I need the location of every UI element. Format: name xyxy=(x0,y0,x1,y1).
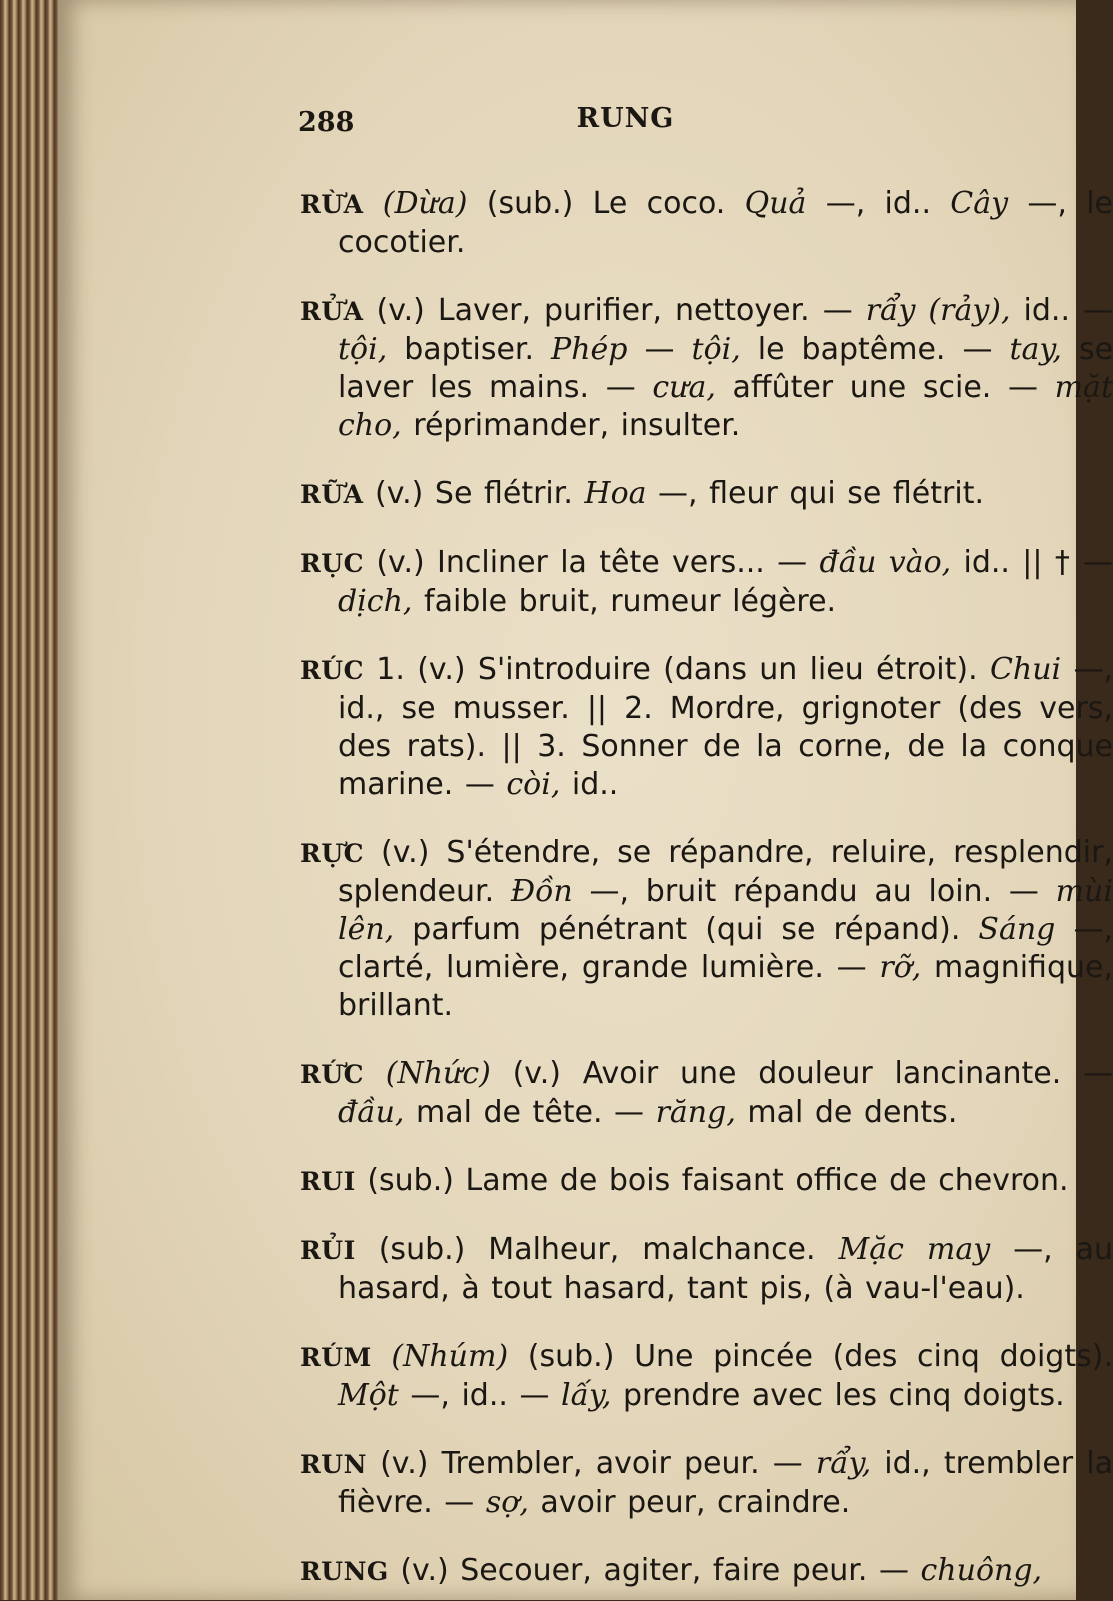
definition-text: id.. || † — xyxy=(951,545,1113,580)
headword: RỬA xyxy=(300,297,364,326)
definition-text: (v.) Incliner la tête vers... — xyxy=(363,545,820,580)
definition-text: —, id.. xyxy=(806,186,951,221)
vietnamese-term: sợ, xyxy=(485,1485,529,1520)
headword: RỤC xyxy=(300,549,364,578)
page-content xyxy=(238,95,1113,1601)
definition-text: le baptême. — xyxy=(740,332,1010,367)
headword: RỰC xyxy=(300,839,364,868)
vietnamese-term: Sáng xyxy=(978,912,1056,947)
definition-text: magnifique, brillant. xyxy=(338,950,1113,1023)
headword: RỦI xyxy=(300,1236,356,1265)
vietnamese-term: tội, xyxy=(338,332,388,367)
definition-text: —, id.. — xyxy=(398,1378,561,1413)
vietnamese-term: tay, xyxy=(1009,332,1062,367)
definition-text xyxy=(364,1056,386,1091)
headword: RÚM xyxy=(300,1343,372,1372)
definition-text: (v.) Se flétrir. xyxy=(363,476,585,511)
definition-text: —, id., se musser. || 2. Mordre, grignoter (des vers, des rats). || 3. Sonner de la corne, de la conque marine. — xyxy=(338,652,1113,802)
dictionary-entry xyxy=(300,185,1113,262)
definition-text: —, bruit répandu au loin. — xyxy=(572,874,1056,909)
definition-text: (v.) Laver, purifier, nettoyer. — xyxy=(363,293,866,328)
vietnamese-term: dịch, xyxy=(338,584,413,619)
dictionary-entry xyxy=(300,475,1113,514)
vietnamese-term: đầu, xyxy=(338,1095,405,1130)
dictionary-entry xyxy=(300,1338,1113,1415)
vietnamese-term: Một xyxy=(338,1378,399,1413)
headword: RỮA xyxy=(300,480,364,509)
vietnamese-term: rỡ, xyxy=(879,950,922,985)
definition-text: id.. xyxy=(560,767,619,802)
vietnamese-term: Hoa xyxy=(584,476,647,511)
vietnamese-term: Đồn xyxy=(510,874,573,909)
definition-text: mal de tête. — xyxy=(404,1095,656,1130)
definition-text: —, le cocotier. xyxy=(338,186,1113,260)
definition-text: mal de dents. xyxy=(735,1095,958,1130)
definition-text: — xyxy=(627,332,692,367)
vietnamese-term: răng, xyxy=(655,1095,736,1130)
dictionary-page xyxy=(58,0,1113,1600)
page-number: 288 xyxy=(298,107,355,138)
definition-text: —, clarté, lumière, grande lumière. — xyxy=(338,912,1113,985)
headword: RỪA xyxy=(300,190,364,219)
definition-text: id., trembler la fièvre. — xyxy=(338,1446,1113,1520)
headword: RUN xyxy=(300,1450,367,1479)
vietnamese-term: rẩy, xyxy=(815,1446,872,1481)
vietnamese-term: (Nhúm) xyxy=(391,1339,509,1374)
entry-list xyxy=(238,185,1113,1591)
dictionary-entry xyxy=(300,292,1113,445)
definition-text: (sub.) Le coco. xyxy=(467,186,745,221)
vietnamese-term: còi, xyxy=(506,767,561,802)
running-head xyxy=(238,95,1098,155)
definition-text: prendre avec les cinq doigts. xyxy=(611,1378,1065,1413)
definition-text: (sub.) Malheur, malchance. xyxy=(355,1232,839,1267)
vietnamese-term: mùi lên, xyxy=(338,874,1113,947)
definition-text xyxy=(363,186,382,221)
vietnamese-term: Cây xyxy=(950,186,1009,221)
vietnamese-term: mặt cho, xyxy=(338,370,1113,443)
definition-text: (sub.) Lame de bois faisant office de chevron. xyxy=(355,1163,1069,1198)
definition-text: (v.) Avoir une douleur lancinante. — xyxy=(490,1056,1113,1091)
headword: RUNG xyxy=(300,1557,389,1586)
vietnamese-term: Mặc may xyxy=(838,1232,991,1267)
headword: RÚC xyxy=(300,656,364,685)
headword: RỨC xyxy=(300,1060,364,1089)
definition-text: avoir peur, craindre. xyxy=(528,1485,851,1520)
definition-text: faible bruit, rumeur légère. xyxy=(412,584,837,619)
definition-text: (v.) Trembler, avoir peur. — xyxy=(366,1446,816,1481)
definition-text: se laver les mains. — xyxy=(338,332,1113,405)
book-page-edges xyxy=(0,0,62,1600)
section-title: RUNG xyxy=(576,103,675,134)
definition-text: affûter une scie. — xyxy=(715,370,1055,405)
dictionary-entry xyxy=(300,651,1113,804)
vietnamese-term: tội, xyxy=(691,332,741,367)
vietnamese-term: lấy, xyxy=(560,1378,612,1413)
dictionary-entry xyxy=(300,1552,1113,1591)
definition-text: id.. — xyxy=(1010,293,1113,328)
headword: RUI xyxy=(300,1167,356,1196)
vietnamese-term: cưa, xyxy=(652,370,716,405)
dictionary-entry xyxy=(300,834,1113,1025)
definition-text: parfum pénétrant (qui se répand). xyxy=(394,912,979,947)
definition-text: baptiser. xyxy=(387,332,552,367)
definition-text: 1. (v.) S'introduire (dans un lieu étroit). xyxy=(363,652,990,687)
vietnamese-term: Quả xyxy=(744,186,807,221)
definition-text: —, au hasard, à tout hasard, tant pis, (à vau-l'eau). xyxy=(338,1232,1113,1306)
dictionary-entry xyxy=(300,1445,1113,1522)
definition-text: —, fleur qui se flétrit. xyxy=(646,476,984,511)
vietnamese-term: (Nhức) xyxy=(385,1056,491,1091)
vietnamese-term: (Dừa) xyxy=(382,186,468,221)
dictionary-entry xyxy=(300,1055,1113,1132)
dictionary-entry xyxy=(300,1162,1113,1201)
definition-text: (v.) Secouer, agiter, faire peur. — xyxy=(388,1553,921,1588)
definition-text: (sub.) Une pincée (des cinq doigts). xyxy=(508,1339,1113,1374)
definition-text xyxy=(372,1339,392,1374)
vietnamese-term: rẩy (rảy), xyxy=(865,293,1011,328)
dictionary-entry xyxy=(300,1231,1113,1308)
definition-text: réprimander, insulter. xyxy=(401,408,741,443)
vietnamese-term: Chui xyxy=(989,652,1062,687)
definition-text: (v.) S'étendre, se répandre, reluire, resplendir, splendeur. xyxy=(338,835,1113,909)
vietnamese-term: chuông, xyxy=(920,1553,1043,1588)
vietnamese-term: Phép xyxy=(551,332,628,367)
dictionary-entry xyxy=(300,544,1113,621)
vietnamese-term: đầu vào, xyxy=(819,545,952,580)
